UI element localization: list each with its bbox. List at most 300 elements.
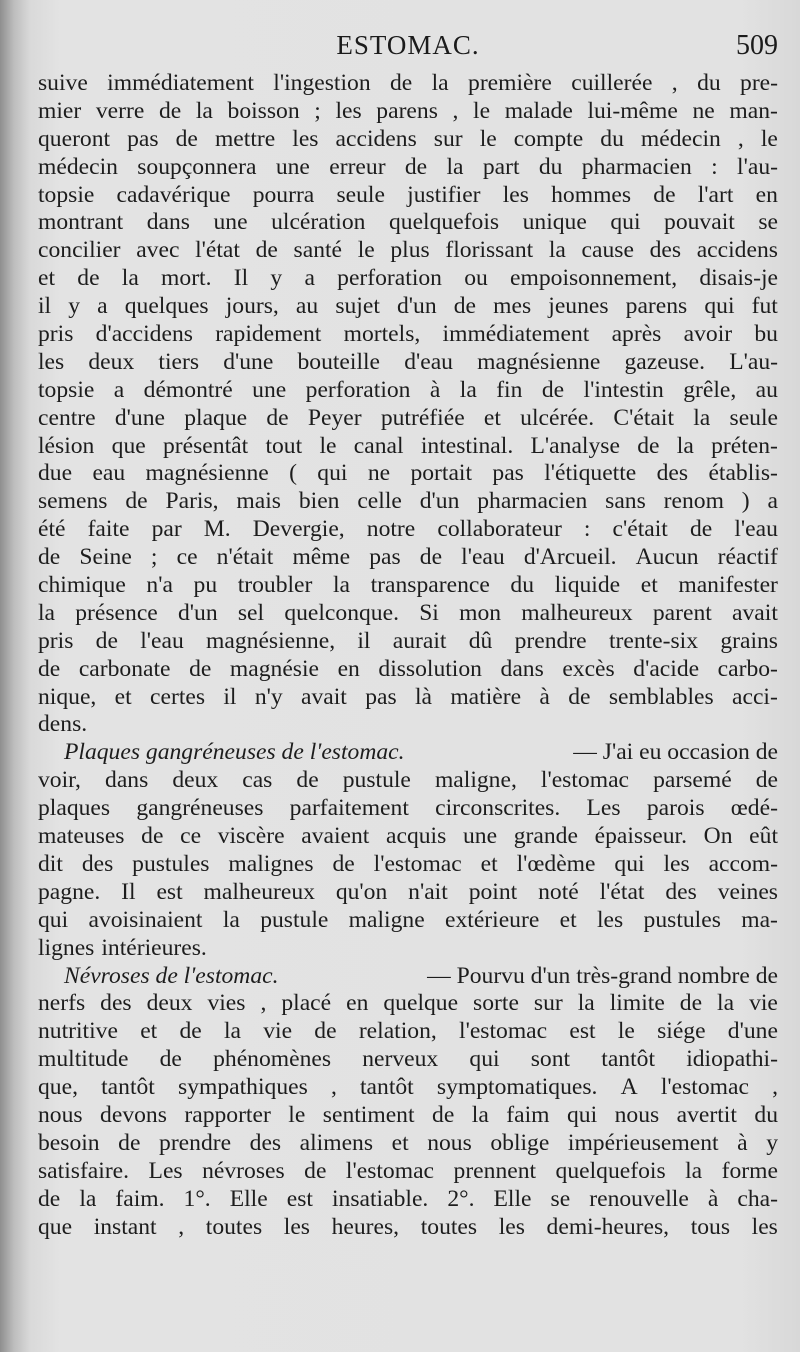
word: de bbox=[432, 1101, 455, 1128]
word: carbo- bbox=[717, 655, 778, 682]
text-line bbox=[38, 70, 778, 98]
word: de bbox=[453, 293, 477, 320]
word: renom bbox=[663, 488, 724, 515]
word: les bbox=[283, 1213, 310, 1240]
word: florissant bbox=[445, 237, 534, 264]
word: manifester bbox=[678, 572, 778, 599]
word: et bbox=[640, 572, 658, 599]
word: qui bbox=[317, 460, 348, 487]
word: des bbox=[656, 460, 689, 487]
word: médecin bbox=[38, 153, 118, 180]
page-header bbox=[38, 30, 778, 70]
word: des bbox=[100, 990, 132, 1017]
word: qui bbox=[38, 906, 69, 933]
text-line bbox=[38, 265, 778, 293]
word: , bbox=[671, 70, 678, 96]
word: topsie bbox=[38, 181, 95, 208]
word: notre bbox=[366, 516, 416, 543]
word: accidens bbox=[696, 237, 778, 264]
word: les bbox=[597, 906, 624, 933]
word: hommes bbox=[551, 181, 632, 208]
word: gangréneuses bbox=[136, 795, 264, 822]
word: parens bbox=[625, 293, 688, 320]
word: y bbox=[766, 1129, 778, 1156]
word: parsemé bbox=[653, 767, 732, 794]
word: se bbox=[758, 209, 778, 236]
word: l'ingestion bbox=[273, 70, 371, 96]
word: demi-heures, bbox=[546, 1213, 670, 1240]
word: se bbox=[550, 1185, 571, 1212]
word: , bbox=[330, 1074, 337, 1101]
word: magnésienne bbox=[477, 348, 601, 375]
word: perforation bbox=[337, 265, 442, 292]
word: malheureux bbox=[203, 878, 315, 905]
word: semens bbox=[38, 488, 108, 515]
word: tantôt bbox=[360, 1074, 414, 1101]
word: une bbox=[213, 209, 248, 236]
text-line bbox=[38, 209, 778, 237]
word: toutes bbox=[205, 1213, 263, 1240]
word: en bbox=[755, 181, 778, 208]
word: vies bbox=[207, 990, 246, 1017]
text-line bbox=[38, 656, 778, 684]
text-line bbox=[38, 1130, 778, 1158]
word: a bbox=[304, 265, 315, 292]
text-line bbox=[38, 1186, 778, 1214]
word: la bbox=[548, 237, 566, 264]
word: des bbox=[249, 1129, 282, 1156]
word: sur bbox=[533, 990, 563, 1017]
word: faim. bbox=[115, 1185, 165, 1212]
word: ou bbox=[464, 265, 488, 292]
word: verre bbox=[95, 97, 145, 124]
word: dens. bbox=[38, 711, 88, 738]
word: de bbox=[175, 125, 198, 152]
word: placé bbox=[281, 990, 332, 1017]
word: centre bbox=[38, 404, 96, 431]
word: à bbox=[429, 376, 441, 403]
word: et bbox=[140, 1018, 158, 1045]
word: du bbox=[538, 153, 563, 180]
word: d'acide bbox=[633, 655, 700, 682]
word: pharmacien bbox=[477, 488, 588, 515]
word: extérieure bbox=[445, 906, 540, 933]
word: celle bbox=[357, 488, 402, 515]
word: les bbox=[498, 1213, 525, 1240]
word: la bbox=[431, 70, 449, 96]
word: ulcération bbox=[271, 209, 366, 236]
text-line bbox=[38, 990, 778, 1018]
text-line bbox=[38, 823, 778, 851]
word: alimens bbox=[299, 1129, 374, 1156]
word: une bbox=[462, 823, 498, 850]
word: la bbox=[577, 990, 595, 1017]
word: phénomènes bbox=[213, 1046, 332, 1073]
word: pustule bbox=[260, 906, 329, 933]
word: l'art bbox=[697, 181, 734, 208]
word: Seine bbox=[79, 544, 132, 571]
word: présentât bbox=[163, 432, 249, 459]
word: mais bbox=[236, 488, 281, 515]
text-line bbox=[38, 1158, 778, 1186]
word: n'a bbox=[146, 572, 173, 599]
word: de bbox=[159, 1046, 182, 1073]
word: circonscrites. bbox=[435, 795, 561, 822]
word: y bbox=[270, 265, 283, 292]
word: ne bbox=[692, 97, 715, 124]
page-body bbox=[38, 70, 778, 1241]
text-line bbox=[38, 1214, 778, 1242]
word: est bbox=[286, 1185, 313, 1212]
word: il bbox=[223, 683, 237, 710]
word: cause bbox=[581, 237, 634, 264]
word: dans bbox=[146, 209, 190, 236]
word: 1°. bbox=[183, 1185, 211, 1212]
word: de bbox=[419, 544, 443, 571]
word: nerveux bbox=[362, 1046, 439, 1073]
word: d'une bbox=[223, 348, 274, 375]
word: ne bbox=[367, 460, 391, 487]
word: de bbox=[304, 1157, 327, 1184]
word: cha- bbox=[737, 1185, 778, 1212]
word: l'état bbox=[599, 878, 645, 905]
word: insatiable. bbox=[332, 1185, 429, 1212]
word: la bbox=[332, 572, 351, 599]
word: bouteille bbox=[297, 348, 381, 375]
word: magnésienne, bbox=[206, 627, 336, 654]
word: de bbox=[266, 404, 289, 431]
word: parois bbox=[646, 795, 705, 822]
word: maligne, bbox=[434, 767, 517, 794]
word: ce bbox=[176, 544, 198, 571]
word: le bbox=[617, 1018, 635, 1045]
word: été bbox=[38, 516, 66, 543]
word: il bbox=[357, 627, 371, 654]
word: fin bbox=[496, 376, 523, 403]
word: et bbox=[391, 1129, 409, 1156]
word: l'estomac bbox=[459, 1018, 548, 1045]
word: aurait bbox=[392, 627, 447, 654]
word: part bbox=[482, 153, 520, 180]
word: pas bbox=[369, 544, 401, 571]
word: de bbox=[541, 376, 565, 403]
word: symptomatiques. bbox=[436, 1074, 598, 1101]
word: malignes bbox=[228, 850, 314, 877]
word: concilier bbox=[38, 237, 121, 264]
word: n'ait bbox=[408, 878, 448, 905]
word: Il bbox=[233, 265, 249, 292]
word: tout bbox=[265, 432, 303, 459]
word: vie bbox=[263, 1018, 293, 1045]
word: d'un bbox=[396, 293, 437, 320]
word: névroses bbox=[202, 1157, 285, 1184]
word: de bbox=[679, 990, 703, 1017]
word: du bbox=[697, 70, 721, 96]
word: a bbox=[113, 376, 125, 403]
paragraph-lines bbox=[38, 767, 778, 962]
word: mateuses bbox=[38, 823, 125, 850]
word: portait bbox=[410, 460, 473, 487]
word: du bbox=[754, 1101, 778, 1128]
word: fut bbox=[751, 293, 778, 320]
word: tous bbox=[690, 1213, 731, 1240]
word: noté bbox=[538, 878, 579, 905]
word: matière bbox=[450, 683, 522, 710]
word: maligne bbox=[348, 906, 425, 933]
text-line bbox=[38, 795, 778, 823]
word: dans bbox=[500, 655, 544, 682]
text-line bbox=[38, 767, 778, 795]
text-line bbox=[38, 293, 778, 321]
word: liquide bbox=[554, 572, 621, 599]
word: première bbox=[468, 70, 552, 96]
word: canal bbox=[353, 432, 404, 459]
word: compte bbox=[513, 125, 584, 152]
word: de bbox=[189, 655, 212, 682]
word: veines bbox=[717, 878, 778, 905]
word: boisson bbox=[227, 97, 300, 124]
word: de bbox=[158, 97, 182, 124]
word: nutritive bbox=[38, 1018, 118, 1045]
text-line bbox=[38, 1102, 778, 1130]
running-title: ESTOMAC. bbox=[336, 30, 480, 60]
word: prennent bbox=[453, 1157, 537, 1184]
word: de bbox=[296, 767, 319, 794]
word: nous bbox=[614, 1101, 660, 1128]
word: pustules bbox=[643, 906, 721, 933]
word: plus bbox=[390, 237, 430, 264]
word: avait bbox=[301, 683, 347, 710]
word: de bbox=[95, 627, 118, 654]
text-line bbox=[38, 711, 778, 739]
word: instant bbox=[93, 1213, 157, 1240]
word: avoisinaient bbox=[88, 906, 203, 933]
word: L'au- bbox=[729, 348, 778, 375]
word: prendre bbox=[159, 1129, 232, 1156]
word: d'Arcueil. bbox=[523, 544, 617, 571]
word: qui bbox=[614, 850, 645, 877]
word: l'étiquette bbox=[544, 460, 637, 487]
word: des bbox=[665, 878, 697, 905]
word: mort. bbox=[161, 265, 212, 292]
word: eût bbox=[749, 823, 778, 850]
paragraph-plaques-gangreneuses bbox=[38, 739, 778, 962]
word: acquis bbox=[386, 823, 447, 850]
word: jeunes bbox=[548, 293, 609, 320]
word: faim bbox=[506, 1101, 550, 1128]
text-line bbox=[38, 572, 778, 600]
word: du bbox=[510, 572, 534, 599]
word: certes bbox=[150, 683, 206, 710]
word: , bbox=[260, 990, 267, 1017]
word: satisfaire. bbox=[38, 1157, 130, 1184]
word: empoisonnement, bbox=[510, 265, 678, 292]
word: nerfs bbox=[38, 990, 86, 1017]
word: sympathiques bbox=[178, 1074, 308, 1101]
word: Les bbox=[586, 795, 621, 822]
word: , bbox=[772, 1074, 778, 1101]
word: de bbox=[255, 237, 278, 264]
word: a bbox=[767, 488, 778, 515]
word: en bbox=[337, 655, 360, 682]
text-line bbox=[38, 405, 778, 433]
word: malade bbox=[504, 97, 573, 124]
word: parent bbox=[652, 599, 712, 626]
word: épaisseur. bbox=[594, 823, 687, 850]
text-line bbox=[38, 154, 778, 182]
word: l'eau bbox=[140, 627, 184, 654]
word: idiopathi- bbox=[686, 1046, 778, 1073]
text-line bbox=[38, 684, 778, 712]
word: d'une bbox=[727, 1018, 778, 1045]
page-number: 509 bbox=[736, 30, 778, 61]
paragraph-nevroses bbox=[38, 963, 778, 1242]
word: sentiment bbox=[322, 1101, 415, 1128]
word: l'eau bbox=[734, 516, 778, 543]
word: de bbox=[332, 850, 355, 877]
word: malheureux bbox=[521, 599, 633, 626]
word: de bbox=[653, 181, 676, 208]
word: ( bbox=[289, 460, 297, 487]
word: Elle bbox=[229, 1185, 268, 1212]
word: quelques bbox=[124, 293, 209, 320]
word: pas bbox=[127, 125, 159, 152]
word: de bbox=[404, 153, 428, 180]
word: pagne. bbox=[38, 878, 101, 905]
word: dissolution bbox=[378, 655, 482, 682]
word: seule bbox=[729, 404, 778, 431]
word: chimique bbox=[38, 572, 126, 599]
word: qui bbox=[610, 209, 641, 236]
word: l'estomac bbox=[373, 850, 462, 877]
word: oblige bbox=[490, 1129, 550, 1156]
word: sur bbox=[433, 125, 463, 152]
word: : bbox=[711, 153, 718, 180]
word: les bbox=[292, 125, 319, 152]
word: le bbox=[288, 1101, 306, 1128]
word: d'eau bbox=[404, 348, 453, 375]
word: pre- bbox=[740, 70, 778, 96]
word: là bbox=[414, 683, 432, 710]
word: toutes bbox=[420, 1213, 478, 1240]
word: Il bbox=[121, 878, 136, 905]
word: intestinal. bbox=[420, 432, 514, 459]
word: nique, bbox=[38, 683, 97, 710]
word: : bbox=[583, 516, 591, 543]
word: topsie bbox=[38, 376, 95, 403]
word: la bbox=[685, 1157, 703, 1184]
word: faite bbox=[87, 516, 130, 543]
word: , bbox=[178, 1213, 185, 1240]
word: la bbox=[446, 153, 464, 180]
word: de bbox=[389, 70, 413, 96]
word: sel bbox=[237, 599, 265, 626]
word: au bbox=[295, 293, 319, 320]
word: avertit bbox=[676, 1101, 737, 1128]
word: A bbox=[620, 1074, 638, 1101]
word: Elle bbox=[493, 1185, 532, 1212]
word: pris bbox=[38, 321, 74, 348]
word: nous bbox=[427, 1129, 472, 1156]
word: de bbox=[118, 1129, 141, 1156]
text-line bbox=[38, 1018, 778, 1046]
word: parens bbox=[376, 97, 438, 124]
word: accidens bbox=[335, 125, 417, 152]
word: de bbox=[637, 432, 660, 459]
section-heading: Plaques gangréneuses de l'estomac. bbox=[64, 739, 405, 766]
word: à bbox=[737, 1129, 748, 1156]
text-line bbox=[38, 628, 778, 656]
word: mes bbox=[493, 293, 532, 320]
word: besoin bbox=[38, 1129, 100, 1156]
word: et bbox=[114, 683, 132, 710]
text-line bbox=[38, 851, 778, 879]
text-line bbox=[38, 600, 778, 628]
paragraph-perforation bbox=[38, 70, 778, 739]
word: a bbox=[97, 293, 108, 320]
word: l'estomac bbox=[660, 1074, 749, 1101]
word: de bbox=[141, 823, 164, 850]
word: plaque bbox=[184, 404, 248, 431]
word: carbonate bbox=[78, 655, 171, 682]
word: jours, bbox=[225, 293, 279, 320]
word: du bbox=[600, 125, 624, 152]
word: pourra bbox=[252, 181, 315, 208]
word: deux bbox=[172, 767, 219, 794]
word: justifier bbox=[407, 181, 481, 208]
word: avec bbox=[136, 237, 180, 264]
word: devons bbox=[100, 1101, 167, 1128]
word: mier bbox=[38, 97, 82, 124]
word: troubler bbox=[237, 572, 313, 599]
word: parfaitement bbox=[289, 795, 409, 822]
word: quelquefois bbox=[388, 209, 500, 236]
word: l'estomac bbox=[345, 1157, 435, 1184]
word: des bbox=[81, 850, 114, 877]
word: ; bbox=[314, 97, 321, 124]
word: M. bbox=[203, 516, 231, 543]
word: l'estomac bbox=[540, 767, 630, 794]
word: la bbox=[79, 1185, 97, 1212]
word: semblables bbox=[608, 683, 714, 710]
word: la bbox=[717, 990, 735, 1017]
word: relation, bbox=[358, 1018, 437, 1045]
word: la bbox=[676, 432, 694, 459]
word: œdé- bbox=[730, 795, 778, 822]
word: les bbox=[751, 1213, 778, 1240]
word: et bbox=[559, 906, 577, 933]
word: eau bbox=[92, 460, 126, 487]
word: établis- bbox=[708, 460, 778, 487]
word: les bbox=[502, 181, 529, 208]
word: réactif bbox=[717, 544, 778, 571]
word: accom- bbox=[708, 850, 778, 877]
word: rapporter bbox=[184, 1101, 271, 1128]
section-heading: Névroses de l'estomac. bbox=[64, 962, 279, 989]
word: rapidement bbox=[215, 321, 322, 348]
word: mon bbox=[459, 599, 502, 626]
word: multitude bbox=[38, 1046, 129, 1073]
word: qui bbox=[469, 1046, 500, 1073]
word: grande bbox=[513, 823, 578, 850]
word: la bbox=[223, 1018, 241, 1045]
word: avoir bbox=[683, 321, 733, 348]
word: il bbox=[38, 293, 52, 320]
word: pris bbox=[38, 627, 74, 654]
word: lui-même bbox=[587, 97, 678, 124]
word: l'au- bbox=[737, 153, 778, 180]
word: médecin bbox=[640, 125, 721, 152]
